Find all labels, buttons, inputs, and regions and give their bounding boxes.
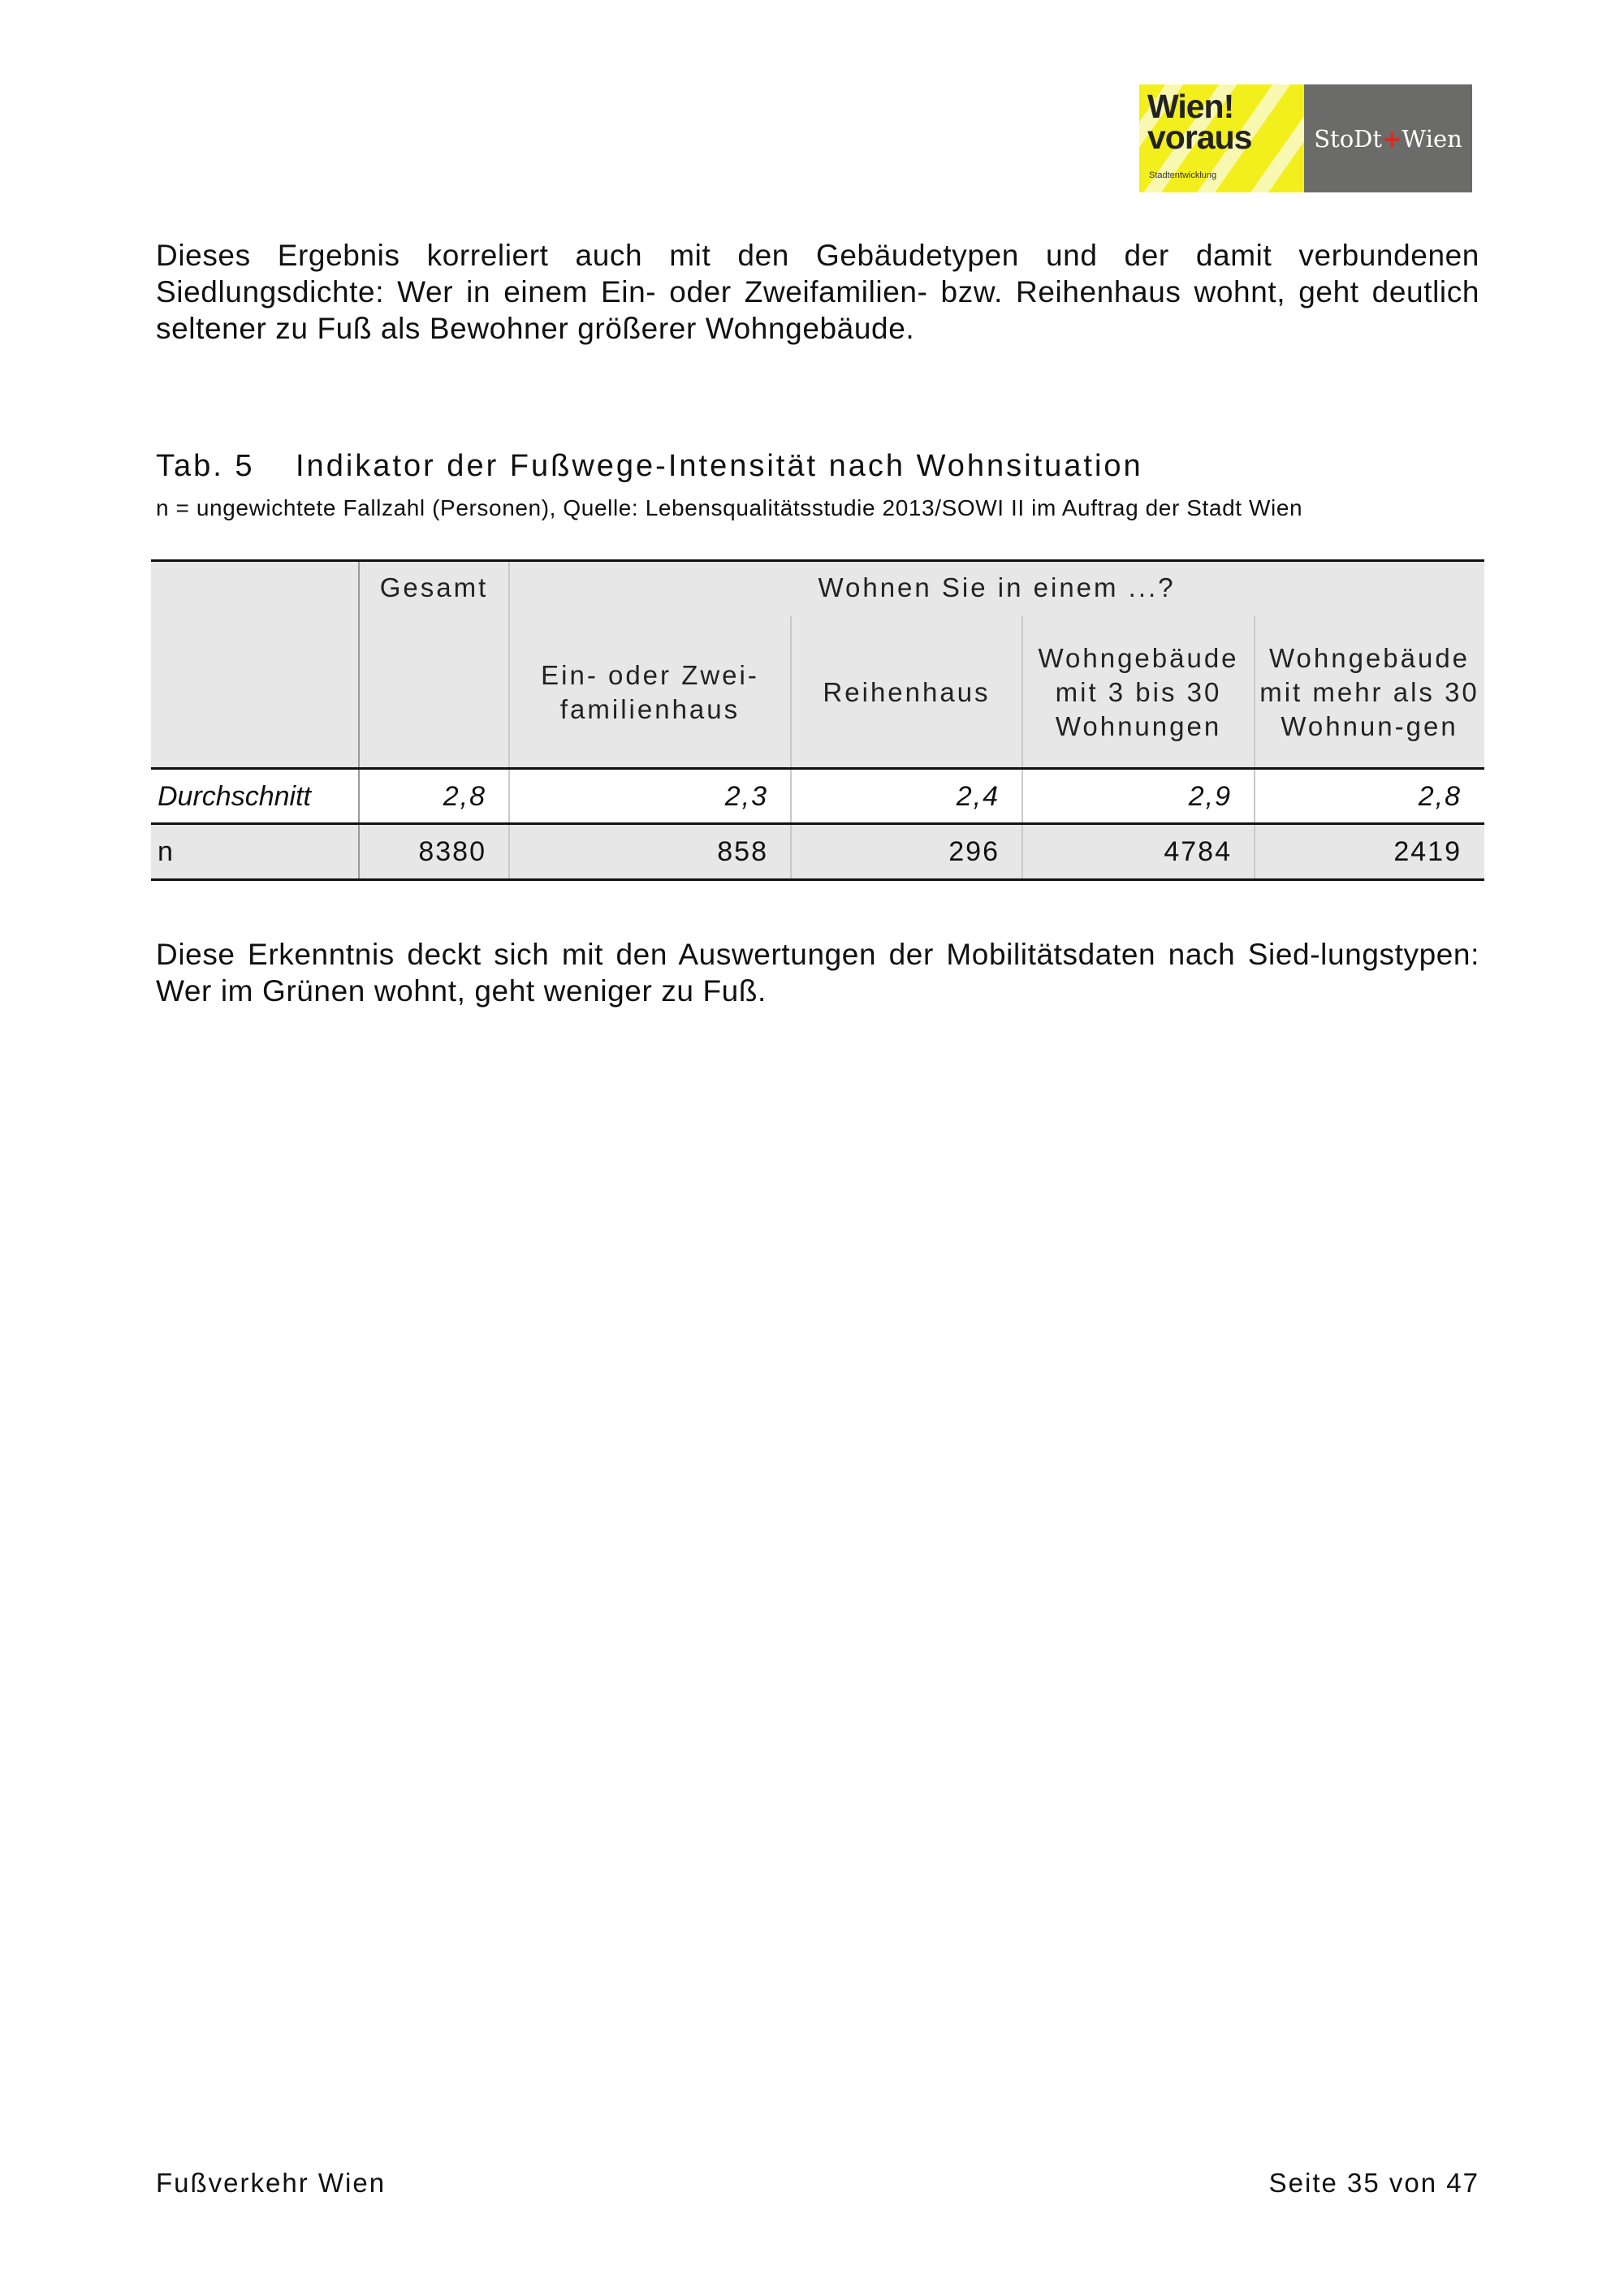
body-paragraph-2: Diese Erkenntnis deckt sich mit den Auswertungen der Mobilitätsdaten nach Sied-lungstypen: Wer im Grünen wohnt, geht weniger zu Fuß. xyxy=(156,938,1479,1008)
header-logo xyxy=(1139,84,1472,192)
data-table xyxy=(151,559,1484,881)
cross-icon: + xyxy=(1382,124,1402,153)
stadt-wien-logo xyxy=(1304,84,1472,192)
subheader-wohngebaeude-mehr-30: Wohngebäude mit mehr als 30 Wohnun-gen xyxy=(1259,642,1479,741)
table-title: Indikator der Fußwege-Intensität nach Wohnsituation xyxy=(296,449,1143,483)
body-paragraph-1: Dieses Ergebnis korreliert auch mit den Gebäudetypen und der damit verbundenen Siedlungsdichte: Wer in einem Ein- oder Zweifamilien- bzw. Reihenhaus wohnt, geht deutlich seltener zu Fuß als Bewohner größerer Wohngebäude. xyxy=(156,239,1479,345)
cell-durchschnitt-mehr-30: 2,8 xyxy=(1418,780,1462,812)
table-vline xyxy=(1021,616,1023,878)
cell-n-reihenhaus: 296 xyxy=(948,835,1000,867)
subheader-ein-zweifamilienhaus: Ein- oder Zwei-familienhaus xyxy=(541,659,759,724)
table-hline xyxy=(151,767,1484,770)
header-group: Wohnen Sie in einem ...? xyxy=(818,572,1176,602)
logo-stadt-wien-text: Wien xyxy=(1402,124,1462,153)
logo-stadt-text: StoDt xyxy=(1314,124,1383,153)
cell-durchschnitt-reihenhaus: 2,4 xyxy=(956,780,1000,812)
table-caption xyxy=(156,449,1143,484)
footer-page-number: Seite 35 von 47 xyxy=(1268,2168,1479,2198)
cell-durchschnitt-3-30: 2,9 xyxy=(1188,780,1232,812)
table-vline xyxy=(790,616,792,878)
cell-durchschnitt-ein-zwei: 2,3 xyxy=(724,780,768,812)
cell-durchschnitt-gesamt: 2,8 xyxy=(443,780,486,812)
row-label-durchschnitt: Durchschnitt xyxy=(158,780,311,812)
footer-title: Fußverkehr Wien xyxy=(156,2168,387,2198)
logo-wien-text: Wien! xyxy=(1147,88,1234,125)
table-hline xyxy=(151,878,1484,881)
table-vline xyxy=(508,559,510,878)
logo-voraus-text: voraus xyxy=(1147,119,1252,156)
wien-voraus-logo xyxy=(1139,84,1304,192)
row-label-n: n xyxy=(158,835,173,867)
table-number: Tab. 5 xyxy=(156,449,255,483)
table-vline xyxy=(1254,616,1255,878)
table-vline xyxy=(358,559,360,878)
cell-n-ein-zwei: 858 xyxy=(717,835,768,867)
cell-n-mehr-30: 2419 xyxy=(1393,835,1462,867)
table-source-note: n = ungewichtete Fallzahl (Personen), Quelle: Lebensqualitätsstudie 2013/SOWI II im Auftrag der Stadt Wien xyxy=(156,495,1303,520)
subheader-reihenhaus: Reihenhaus xyxy=(823,676,991,707)
subheader-wohngebaeude-3-30: Wohngebäude mit 3 bis 30 Wohnungen xyxy=(1038,642,1239,741)
header-gesamt: Gesamt xyxy=(379,572,489,602)
cell-n-gesamt: 8380 xyxy=(418,835,486,867)
table-hline xyxy=(151,559,1484,562)
logo-sub-text: Stadtentwicklung xyxy=(1149,170,1217,180)
cell-n-3-30: 4784 xyxy=(1164,835,1232,867)
table-hline xyxy=(151,822,1484,825)
